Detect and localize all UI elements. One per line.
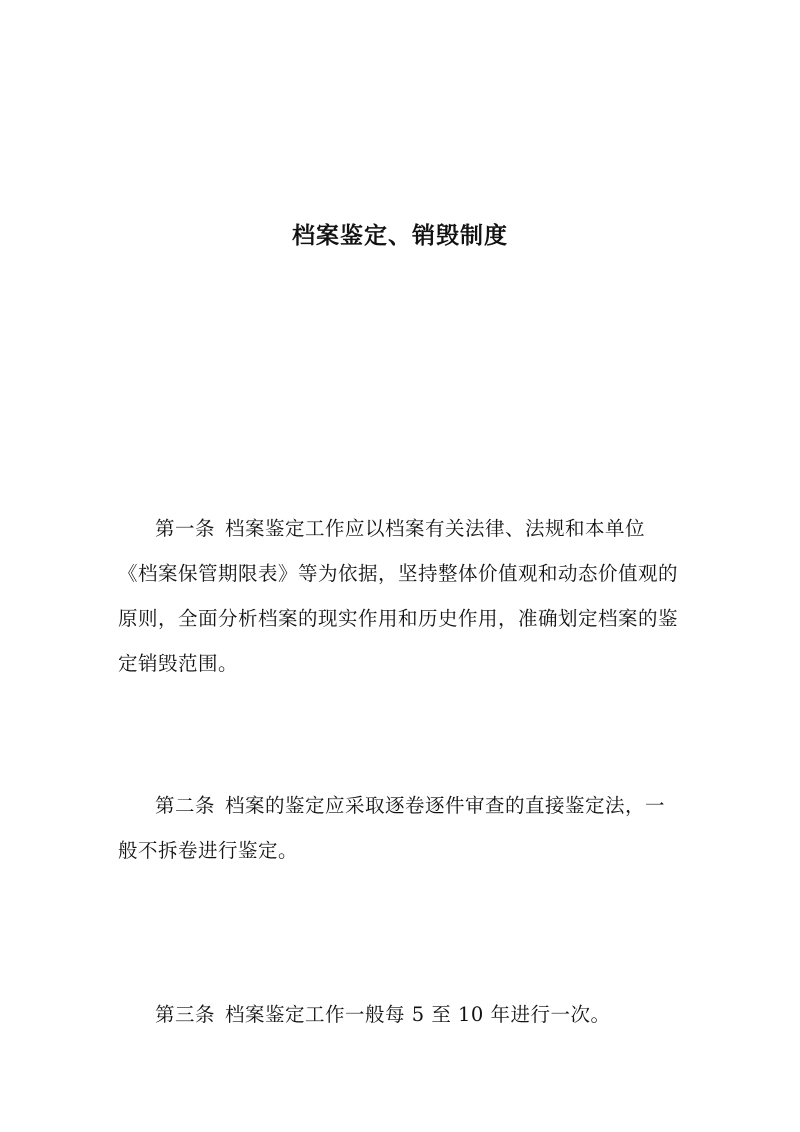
- document-title: 档案鉴定、销毁制度: [292, 222, 508, 249]
- article-2-label: 第二条: [155, 794, 216, 817]
- article-1: [118, 506, 683, 686]
- article-3: [118, 992, 683, 1037]
- article-3-label: 第三条: [155, 1003, 216, 1026]
- article-2-text: 档案的鉴定应采取逐卷逐件审查的直接鉴定法，一般不拆卷进行鉴定。: [118, 794, 666, 862]
- article-2: [118, 783, 683, 873]
- article-1-label: 第一条: [155, 517, 216, 540]
- article-1-text: 档案鉴定工作应以档案有关法律、法规和本单位《档案保管期限表》等为依据，坚持整体价值观和动态价值观的原则，全面分析档案的现实作用和历史作用，准确划定档案的鉴定销毁范围。: [118, 517, 679, 675]
- article-3-text: 档案鉴定工作一般每 5 至 10 年进行一次。: [225, 1003, 611, 1026]
